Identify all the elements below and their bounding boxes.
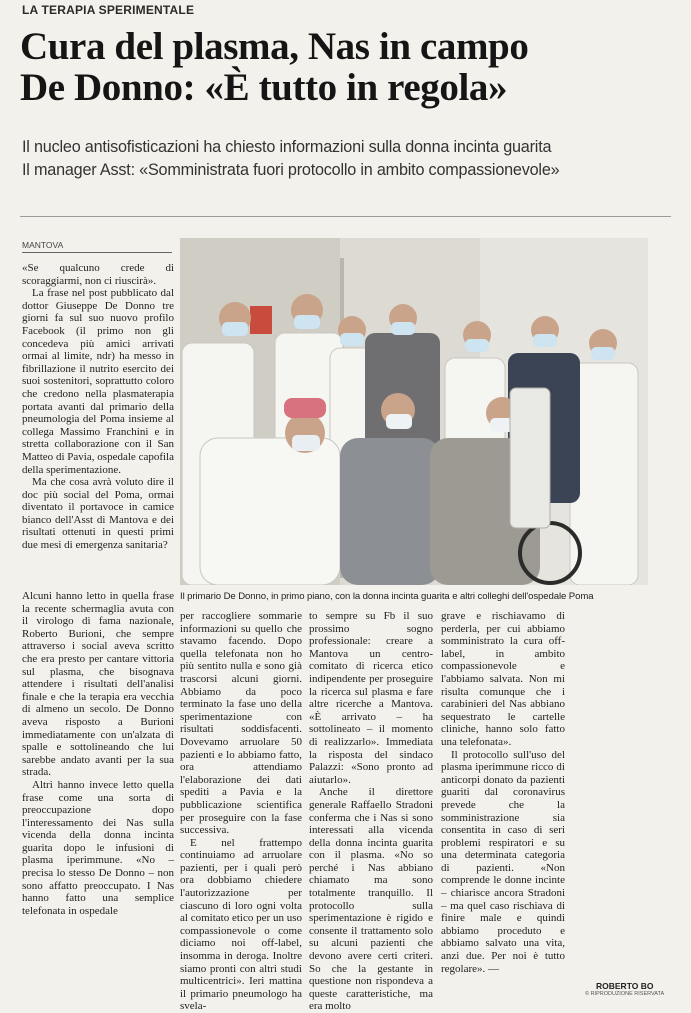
paragraph: grave e rischiavamo di perderla, per cui abbiamo somministrato la cura off-label, in ambito compassionevole e l'abbiamo salvata. Non mi risulta comunque che i carabinieri del Nas abbiano sequestrato le cartelle cliniche, hanno solo fatto una telefonata».: [441, 610, 565, 748]
article-headline: [20, 26, 680, 108]
photo-caption: Il primario De Donno, in primo piano, con la donna incinta guarita e altri colleghi dell'ospedale Poma: [180, 591, 594, 602]
paragraph: Il protocollo sull'uso del plasma iperimmune ricco di anticorpi donato da pazienti guariti dal coronavirus prevede che la somministrazione sia consentita in caso di seri problemi respiratori e su una determinata categoria di pazienti. «Non comprende le donne incinte – chiarisce ancora Stradoni – ma quel caso rischiava di finire male e quindi abbiamo proceduto e abbiamo salvato una vita, anzi due. Per noi è tutto regolare». —: [441, 748, 565, 975]
headline-line-1: Cura del plasma, Nas in campo: [20, 25, 529, 68]
paragraph: Ma che cosa avrà voluto dire il doc più social del Poma, ormai diventato il portavoce in camice bianco dell'Asst di Mantova e dei risultati ottenuti in questi primi due mesi di emergenza sanitaria?: [22, 476, 174, 552]
paragraph: to sempre su Fb il suo prossimo sogno professionale: creare a Mantova un centro-comitato di ricerca etico indipendente per proseguire la ricerca sul plasma e fare altre ricerche a Mantova. «È arrivato – ha sottolineato – il momento di realizzarlo». Immediata la risposta del sindaco Palazzi: «Sono pronto ad aiutarlo».: [309, 610, 433, 786]
group-photo-illustration: [180, 238, 648, 585]
author-byline: ROBERTO BO: [596, 981, 654, 991]
column-4: [441, 610, 565, 975]
column-1-bottom: [22, 590, 174, 917]
dateline: MANTOVA: [22, 240, 172, 253]
headline-line-2: De Donno: «È tutto in regola»: [20, 66, 508, 109]
subheadline-line-1: Il nucleo antisofisticazioni ha chiesto informazioni sulla donna incinta guarita: [22, 138, 552, 156]
paragraph: per raccogliere sommarie informazioni su quello che stavamo facendo. Dopo quella telefonata non ho più sentito nulla e sono già trascorsi alcuni giorni. Abbiamo da poco terminato la fase uno della sperimentazione con risultati soddisfacenti. Dovevamo arruolare 50 pazienti e lo abbiamo fatto, ora attendiamo l'elaborazione dei dati spediti a Pavia e la pubblicazione scientifica per proseguire con la fase successiva.: [180, 610, 302, 837]
column-2: [180, 610, 302, 1013]
copyright-notice: © RIPRODUZIONE RISERVATA: [585, 991, 665, 997]
subheadline-line-2: Il manager Asst: «Somministrata fuori protocollo in ambito compassionevole»: [22, 161, 560, 179]
headline-divider: [20, 216, 671, 217]
paragraph: Alcuni hanno letto in quella frase la recente schermaglia avuta con il virologo di fama nazionale, Roberto Burioni, che sempre attraverso i social aveva scritto che era presto per cantare vittoria sul plasma, che bisognava attendere i risultati dell'analisi finale e che la terapia era vecchia di almeno un secolo. De Donno aveva risposto a Burioni immediatamente con un'alzata di spalle e sottolineando che lui sarebbe andato avanti per la sua strada.: [22, 590, 174, 779]
article-subheadline: [22, 136, 682, 182]
column-3: [309, 610, 433, 1013]
paragraph: «Se qualcuno crede di scoraggiarmi, non ci riuscirà».: [22, 262, 174, 287]
section-kicker: LA TERAPIA SPERIMENTALE: [22, 3, 195, 17]
paragraph: Altri hanno invece letto quella frase come una sorta di preoccupazione dopo l'interessamento dei Nas sulla vicenda della donna incinta guarita dopo le infusioni di plasma iperimmune. «No – precisa lo stesso De Donno – non sono affatto preoccupato. I Nas hanno fatto una semplice telefonata in ospedale: [22, 778, 174, 917]
column-1-top: [22, 262, 174, 552]
article-photo: [180, 238, 648, 585]
paragraph: La frase nel post pubblicato dal dottor Giuseppe De Donno tre giorni fa sul suo nuovo profilo Facebook (il primo non gli concedeva più amici arrivati ormai al limite, ndr) ha messo in fibrillazione il nutrito esercito dei suoi sostenitori, soprattutto coloro che credono nella plasmaterapia portata avanti dal primario della pneumologia del Poma insieme al collega Massimo Franchini e in stretta collaborazione con il San Matteo di Pavia, ospedale capofila della sperimentazione.: [22, 287, 174, 476]
paragraph: E nel frattempo continuiamo ad arruolare pazienti, per i quali però ora dobbiamo chiedere l'autorizzazione per ciascuno di loro ogni volta al comitato etico per un uso compassionevole o come diciamo noi off-label, insomma in deroga. Inoltre siamo pronti con altri studi multicentrici». Ieri mattina il primario pneumologo ha svela-: [180, 836, 302, 1013]
paragraph: Anche il direttore generale Raffaello Stradoni conferma che i Nas si sono interessati alla vicenda della donna incinta guarita con il plasma. «No so perché i Nas abbiano chiamato ma sono totalmente tranquillo. Il protocollo sulla sperimentazione è rigido e consente il trattamento solo su alcuni pazienti che devono avere certi criteri. So che la gestante in questione non rispondeva a queste caratteristiche, ma era molto: [309, 786, 433, 1013]
